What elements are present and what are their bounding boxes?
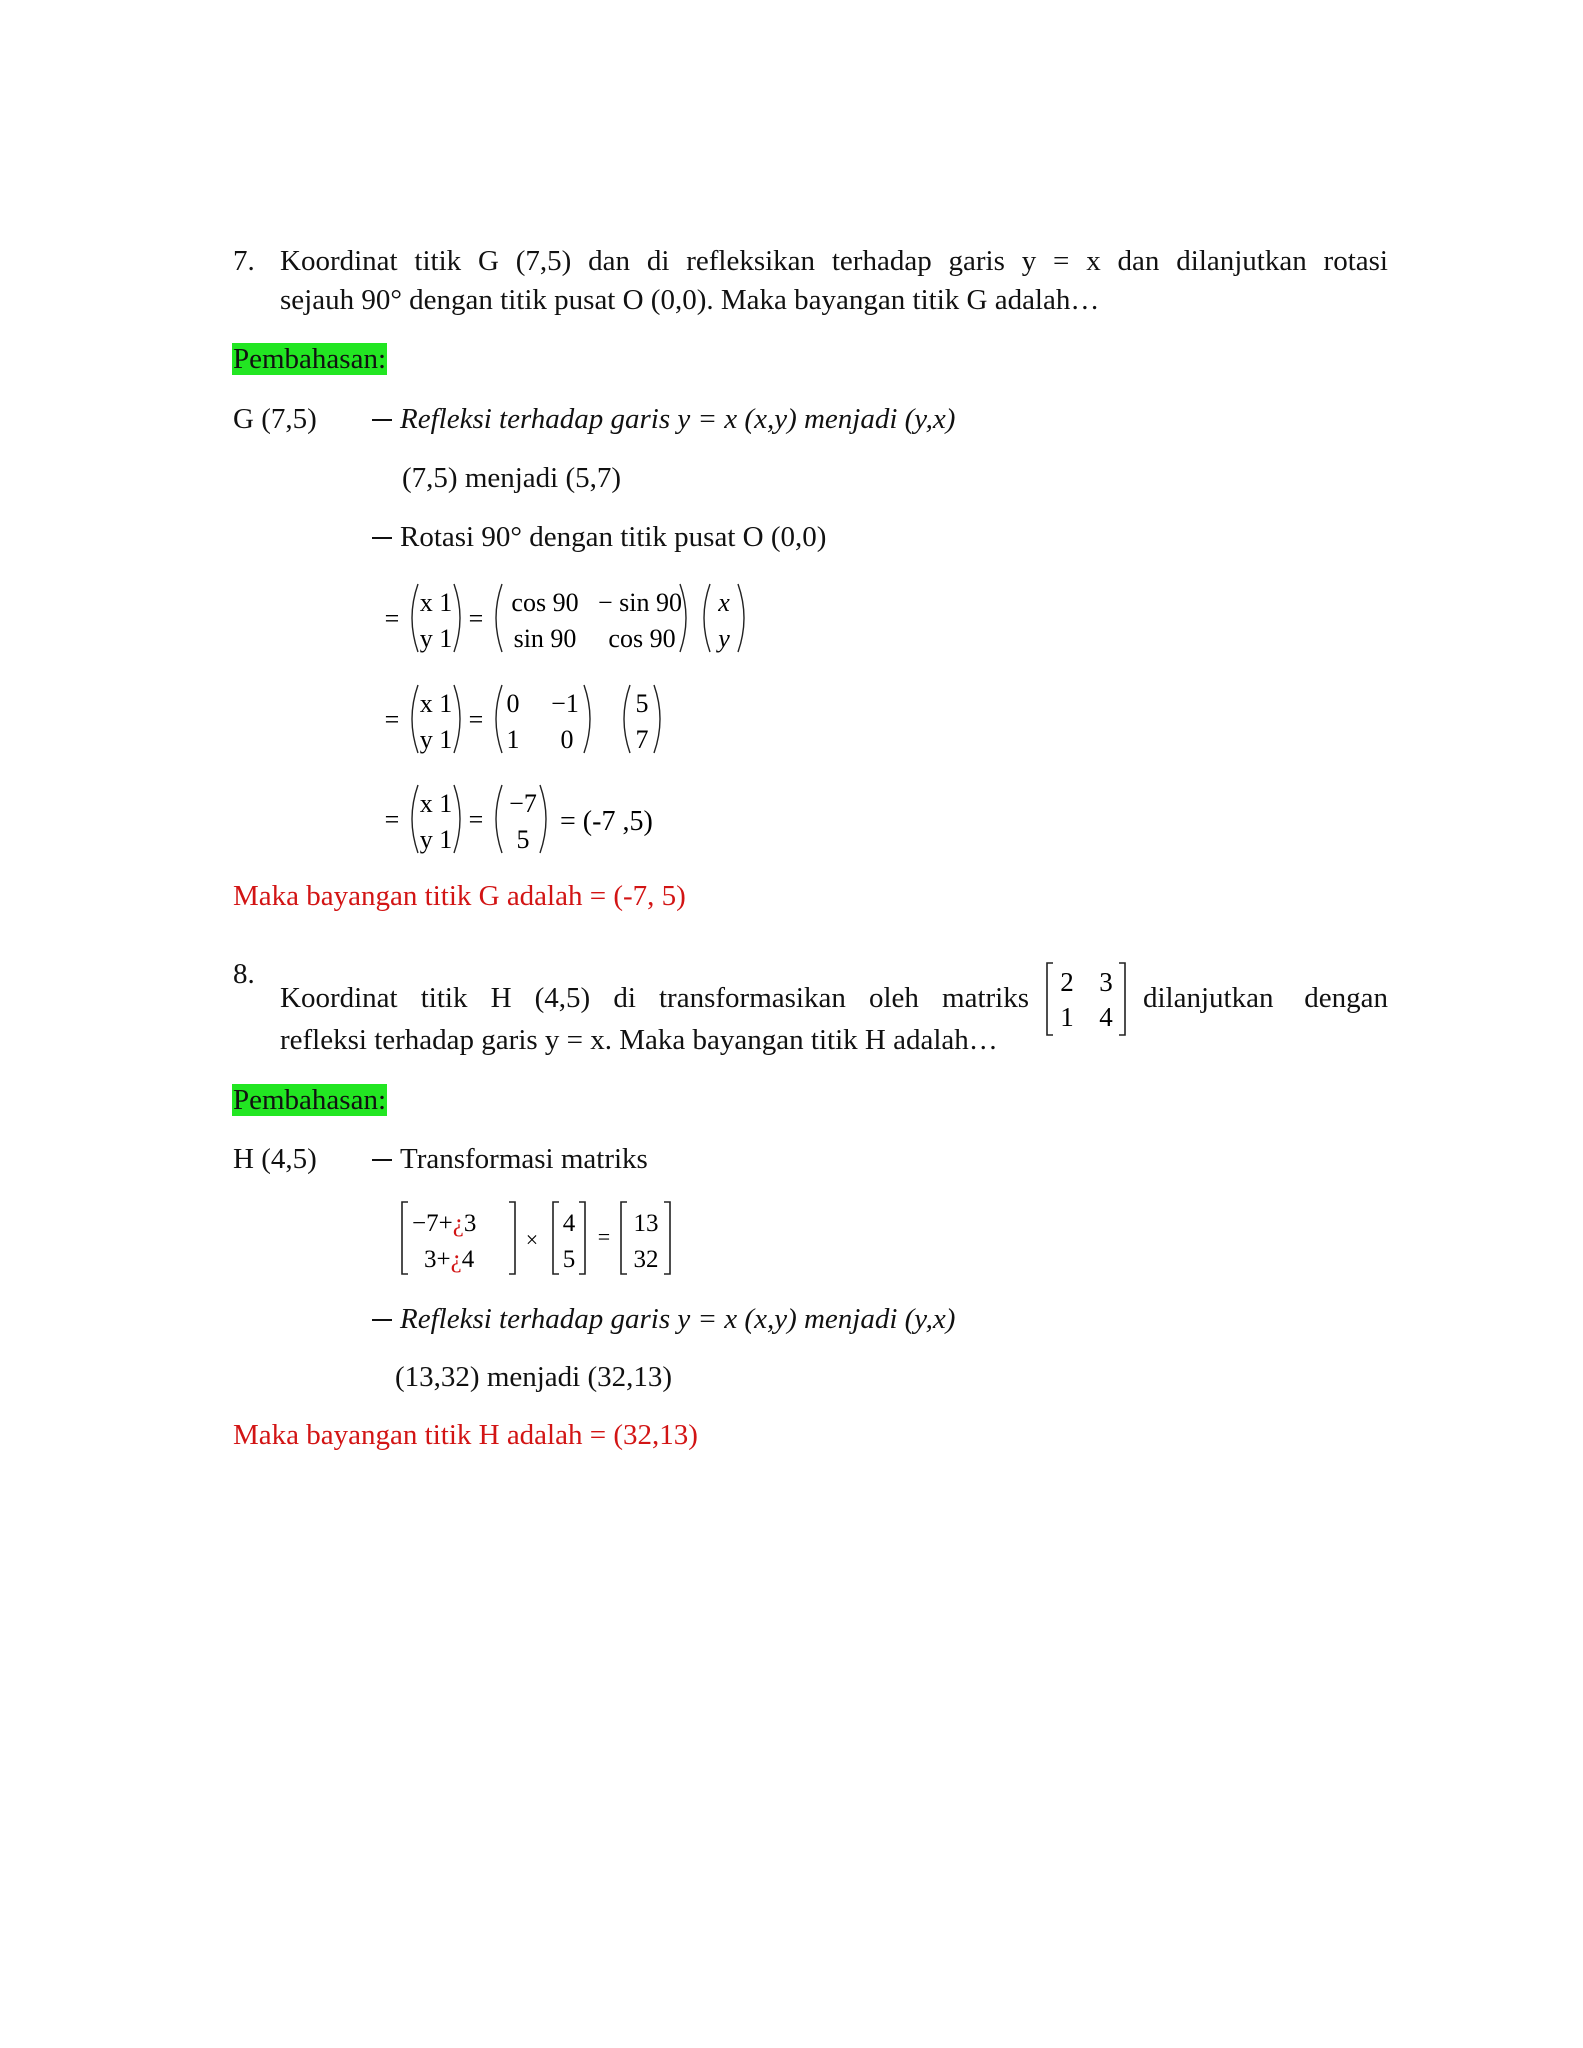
q7-equation-3 [380,779,720,859]
lhs-top: x 1 [419,789,453,818]
result-top: 13 [633,1210,659,1237]
vec-y: y [718,624,730,653]
times-sign: × [525,1227,539,1252]
lhs-bottom: y 1 [419,825,453,854]
question-7-line-2: sejauh 90° dengan titik pusat O (0,0). Maka bayangan titik G adalah… [280,284,1100,316]
q7-equation-2 [380,679,680,759]
equals-sign: = [468,705,484,734]
vec-bottom: 5 [516,825,530,854]
t-cell-21: 1 [1060,1002,1074,1032]
pembahasan-8-label: Pembahasan: [233,1084,387,1116]
equals-sign: = [384,604,400,633]
equals-sign: = [384,805,400,834]
q8-reflection-result: (13,32) menjadi (32,13) [395,1361,673,1393]
q8-answer: Maka bayangan titik H adalah = (32,13) [233,1419,698,1451]
point-g-label: G (7,5) [233,403,317,435]
rot-cell-21: sin 90 [513,624,577,653]
rot-cell-22: cos 90 [608,624,676,653]
vec-top: 5 [635,689,649,718]
q7-step-reflection: Refleksi terhadap garis y = x (x,y) menjadi (y,x) [372,403,955,436]
question-7-number: 7. [233,245,255,277]
lhs-bottom: y 1 [419,624,453,653]
lhs-top: x 1 [419,588,453,617]
vec-top: −7 [509,789,537,818]
mat-cell-11: 0 [506,689,520,718]
dash-icon [372,1159,392,1161]
equals-sign: = [384,705,400,734]
pembahasan-7-label: Pembahasan: [233,343,387,375]
q7-answer: Maka bayangan titik G adalah = (-7, 5) [233,880,686,912]
lhs-bottom: y 1 [419,725,453,754]
q8-step-reflection: Refleksi terhadap garis y = x (x,y) menjadi (y,x) [372,1303,955,1336]
q8-step-transform: Transformasi matriks [372,1143,648,1176]
vec-bottom: 5 [562,1246,576,1273]
calc-row-1: −7+¿3 [412,1210,477,1237]
vec-x: x [718,588,730,617]
vec-bottom: 7 [635,725,649,754]
q7-final-value: = (-7 ,5) [560,806,653,837]
question-8-line-1-after: dilanjutkan dengan [1143,981,1388,1014]
t-cell-22: 4 [1099,1002,1113,1032]
mat-cell-22: 0 [560,725,574,754]
t-cell-12: 3 [1099,967,1113,997]
vec-top: 4 [562,1210,576,1237]
rot-cell-11: cos 90 [511,588,579,617]
t-cell-11: 2 [1060,967,1074,997]
question-7 [233,242,1388,320]
mat-cell-21: 1 [506,725,520,754]
question-8-number: 8. [233,958,255,990]
calc-row-2: 3+¿4 [424,1246,475,1273]
q7-step-rotation: Rotasi 90° dengan titik pusat O (0,0) [372,521,826,554]
dash-icon [372,419,392,421]
q7-reflection-result: (7,5) menjadi (5,7) [402,462,622,494]
result-bottom: 32 [633,1246,659,1273]
question-7-line-1: Koordinat titik G (7,5) dan di refleksikan terhadap garis y = x dan dilanjutkan rotasi [280,245,1388,277]
mat-cell-12: −1 [551,689,579,718]
rot-cell-12: − sin 90 [597,588,683,617]
q8-matrix-calculation [398,1198,698,1278]
equals-sign: = [468,805,484,834]
question-8-line-1-before: Koordinat titik H (4,5) di transformasikan oleh matriks [280,981,1029,1014]
equals-sign: = [468,604,484,633]
dash-icon [372,1319,392,1321]
lhs-top: x 1 [419,689,453,718]
q8-transform-matrix [1043,960,1129,1038]
q7-equation-1 [380,578,820,658]
question-8-line-2: refleksi terhadap garis y = x. Maka bayangan titik H adalah… [280,1024,998,1056]
point-h-label: H (4,5) [233,1143,317,1175]
dash-icon [372,537,392,539]
equals-sign: = [597,1224,611,1249]
